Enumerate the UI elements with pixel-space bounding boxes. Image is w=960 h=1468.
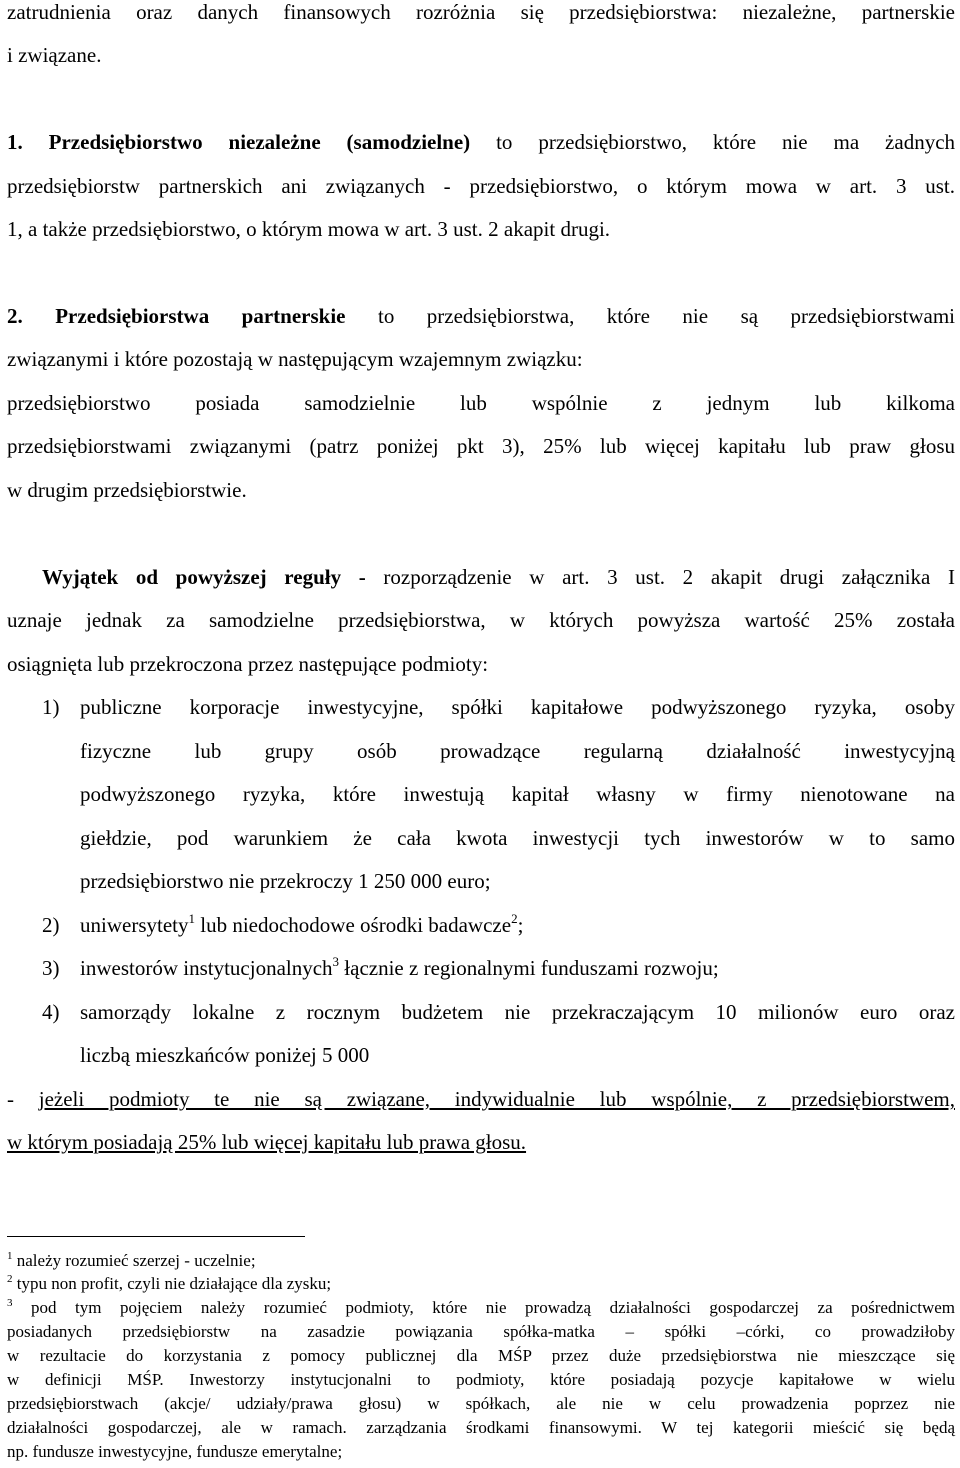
footnote-1 [7,1251,955,1271]
exception-text: rozporządzenie w art. 3 ust. 2 akapit drugi załącznika I [383,565,955,589]
footnote-separator [7,1236,305,1237]
item-1-line-1: publiczne korporacje inwestycyjne, spółki kapitałowe podwyższonego ryzyka, osoby [80,695,955,719]
footnote-2-text: typu non profit, czyli nie działające dla zysku; [12,1274,332,1293]
exception-line-2: uznaje jednak za samodzielne przedsiębiorstwa, w których powyższa wartość 25% została [7,608,955,632]
condition-text-1: jeżeli podmioty te nie są związane, indywidualnie lub wspólnie, z przedsiębiorstwem, [38,1087,955,1111]
footnote-3-line-4: w definicji MŚP. Inwestorzy instytucjonalni to podmioty, które posiadają pozycje kapitałowe w wielu [7,1370,955,1389]
footnote-3-line-5: przedsiębiorstwach (akcje/ udziały/prawa głosu) w spółkach, ale nie w celu prowadzenia poprzez nie [7,1394,955,1413]
section-2-line-4: przedsiębiorstwami związanymi (patrz poniżej pkt 3), 25% lub więcej kapitału lub praw głosu [7,434,955,458]
section-2-line-1 [7,304,955,328]
section-1-text: to przedsiębiorstwo, które nie ma żadnych [496,130,956,154]
item-1-line-3: podwyższonego ryzyka, które inwestują kapitał własny w firmy nienotowane na [80,782,955,806]
section-2-text: to przedsiębiorstwa, które nie są przedsiębiorstwami [377,304,955,328]
section-2-number: 2. [7,304,23,328]
section-1-line-2: przedsiębiorstw partnerskich ani związanych - przedsiębiorstwo, o którym mowa w art. 3 ust. [7,174,955,198]
footnote-2 [7,1274,955,1294]
item-4-line-2: liczbą mieszkańców poniżej 5 000 [80,1043,370,1067]
section-2-heading: Przedsiębiorstwa partnerskie [55,304,346,328]
item-2-text-b: lub niedochodowe ośrodki badawcze [194,913,512,937]
footnote-3-line-7: np. fundusze inwestycyjne, fundusze emerytalne; [7,1442,343,1461]
exception-line-3: osiągnięta lub przekroczona przez następujące podmioty: [7,652,489,676]
item-2-line [80,913,955,937]
footnote-3-line-3: w rezultacie do korzystania z pomocy publicznej dla MŚP przez duże przedsiębiorstwa nie mieszczące się [7,1346,955,1365]
item-1-number: 1) [42,695,60,719]
footnote-1-mark: 1 [7,1250,13,1262]
condition-line-1 [7,1087,955,1111]
item-1-line-5: przedsiębiorstwo nie przekroczy 1 250 000 euro; [80,869,491,893]
intro-line-1: zatrudnienia oraz danych finansowych rozróżnia się przedsiębiorstwa: niezależne, partnerskie [7,0,955,24]
footnote-ref-2: 2 [511,911,518,926]
footnote-1-text: należy rozumieć szerzej - uczelnie; [12,1251,256,1270]
item-2-number: 2) [42,913,60,937]
item-1-line-4: giełdzie, pod warunkiem że cała kwota inwestycji tych inwestorów w to samo [80,826,955,850]
section-2-line-3: przedsiębiorstwo posiada samodzielnie lub wspólnie z jednym lub kilkoma [7,391,955,415]
section-2-line-2: związanymi i które pozostają w następującym wzajemnym związku: [7,347,583,371]
item-1-line-2: fizyczne lub grupy osób prowadzące regularną działalność inwestycyjną [80,739,955,763]
intro-line-2: i związane. [7,43,102,67]
footnote-3-text: pod tym pojęciem należy rozumieć podmioty, które nie prowadzą działalności gospodarczej za pośrednictwem [12,1298,955,1317]
exception-line-1 [42,565,955,589]
section-1-heading: Przedsiębiorstwo niezależne (samodzielne) [48,130,471,154]
footnote-3-line-2: posiadanych przedsiębiorstw na zasadzie powiązania spółka-matka – spółki –córki, co prowadziłoby [7,1322,955,1341]
section-1-line-3: 1, a także przedsiębiorstwo, o którym mowa w art. 3 ust. 2 akapit drugi. [7,217,611,241]
section-1-number: 1. [7,130,23,154]
condition-dash: - [7,1087,39,1111]
item-2-text-c: ; [517,913,524,937]
footnote-3-line-6: działalności gospodarczej, ale w ramach. zarządzania środkami finansowymi. W tej kategorii mieścić się będą [7,1418,955,1437]
footnote-ref-3: 3 [332,954,340,969]
footnote-3-mark: 3 [7,1297,13,1309]
footnote-2-mark: 2 [7,1273,13,1285]
item-4-line-1: samorządy lokalne z rocznym budżetem nie przekraczającym 10 milionów euro oraz [80,1000,955,1024]
footnote-3-line-1 [7,1298,955,1318]
footnote-ref-1: 1 [188,911,195,926]
condition-line-2: w którym posiadają 25% lub więcej kapitału lub prawa głosu. [7,1130,527,1154]
section-2-line-5: w drugim przedsiębiorstwie. [7,478,247,502]
item-3-text-a: inwestorów instytucjonalnych [80,956,333,980]
item-4-number: 4) [42,1000,60,1024]
item-3-number: 3) [42,956,60,980]
exception-heading: Wyjątek od powyższej reguły - [42,565,366,589]
item-3-text-b: łącznie z regionalnymi funduszami rozwoju; [339,956,719,980]
item-3-line [80,956,955,980]
item-2-text-a: uniwersytety [80,913,189,937]
section-1-line-1 [7,130,955,154]
